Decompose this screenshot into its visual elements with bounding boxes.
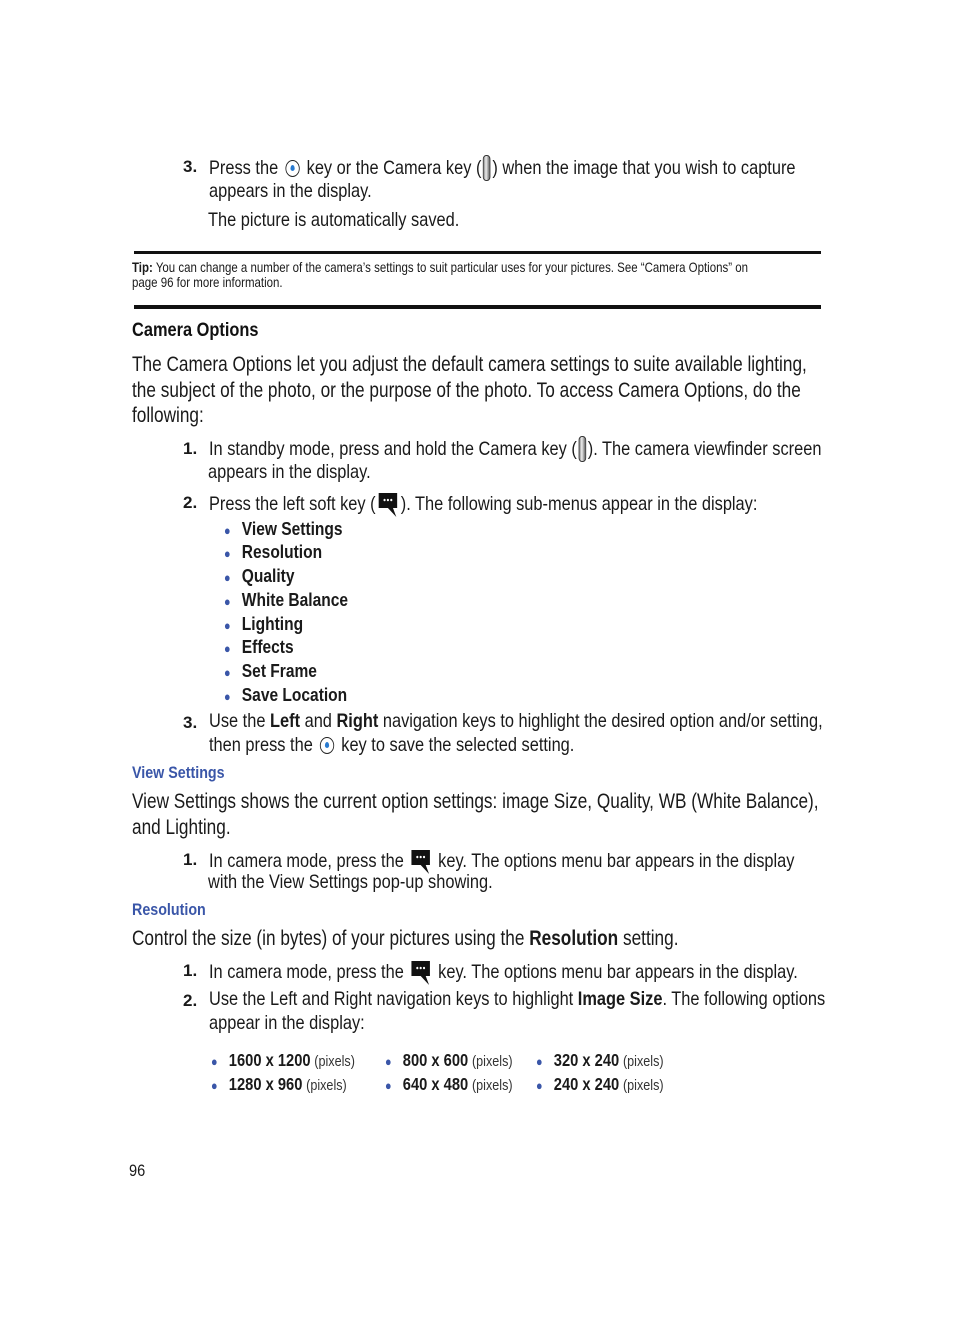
tip-rule-top (134, 251, 821, 254)
bullet-icon: ● (224, 570, 231, 585)
bullet-icon: ● (224, 523, 231, 538)
step-text-pre: In standby mode, press and hold the Camera key ( (209, 438, 577, 460)
menu-soft-key-icon (411, 958, 431, 986)
step-text-post: key. The options menu bar appears in the display (438, 850, 795, 872)
submenu-item: ● Resolution (224, 541, 323, 562)
bullet-icon: ● (224, 689, 231, 704)
step-text-bold: Right (336, 710, 379, 732)
step-text-pre: Use the (209, 710, 271, 732)
paragraph-line: following: (132, 404, 204, 427)
step-text-line2 (209, 734, 574, 757)
paragraph-line: View Settings shows the current option settings: image Size, Quality, WB (White Balance), (132, 790, 819, 813)
step-number: 1. (183, 850, 198, 869)
size-option: ● 1600 x 1200 (pixels) (211, 1050, 355, 1070)
paragraph-line: The Camera Options let you adjust the default camera settings to suite available lighting, (132, 353, 807, 376)
bullet-icon: ● (536, 1054, 543, 1069)
size-option: ● 640 x 480 (pixels) (385, 1074, 513, 1094)
section-heading-camera-options: Camera Options (132, 319, 259, 341)
step-number: 3. (183, 713, 198, 732)
step-text-post: navigation keys to highlight the desired option and/or setting, (378, 710, 823, 732)
step-text-post: key. The options menu bar appears in the display. (438, 961, 798, 983)
subheading-view-settings: View Settings (132, 763, 225, 782)
submenu-item: ● Lighting (224, 613, 304, 634)
camera-key-icon (483, 155, 491, 181)
step-text-line2: appear in the display: (209, 1012, 365, 1034)
step-text-bold: Left (270, 710, 301, 732)
paragraph-line: and Lighting. (132, 816, 231, 839)
tip-label: Tip: (132, 259, 153, 275)
size-option: ● 240 x 240 (pixels) (536, 1074, 664, 1094)
step-text-pre: In camera mode, press the (209, 850, 404, 872)
step-number: 3. (183, 157, 198, 176)
subheading-resolution: Resolution (132, 900, 206, 919)
step-text-pre: Press the left soft key ( (209, 493, 376, 515)
step-text-post: ) when the image that you wish to capture (492, 157, 796, 179)
step-text-post: . The following options (662, 988, 826, 1010)
step-text-post: key to save the selected setting. (341, 734, 575, 756)
step-number: 2. (183, 493, 198, 512)
step-text-mid: key or the Camera key ( (306, 157, 482, 179)
submenu-item: ● Set Frame (224, 660, 317, 681)
bullet-icon: ● (385, 1054, 392, 1069)
paragraph-line (132, 927, 678, 951)
bullet-icon: ● (224, 546, 231, 561)
step-text-mid: and (300, 710, 337, 732)
tip-line1 (132, 259, 748, 275)
paragraph-line: the subject of the photo, or the purpose of the photo. To access Camera Options, do the (132, 379, 801, 402)
tip-line2: page 96 for more information. (132, 274, 283, 290)
step-text-line2: with the View Settings pop-up showing. (208, 871, 493, 893)
bullet-icon: ● (385, 1078, 392, 1093)
left-soft-key-icon (378, 490, 398, 518)
size-option: ● 800 x 600 (pixels) (385, 1050, 513, 1070)
step-text (209, 436, 821, 462)
step-text-line2: appears in the display. (209, 180, 372, 202)
step-text-post: ). The camera viewfinder screen (587, 438, 822, 460)
paragraph-text: Control the size (in bytes) of your pictures using the (132, 927, 530, 950)
step-number: 2. (183, 991, 198, 1010)
bullet-icon: ● (224, 665, 231, 680)
step-number: 1. (183, 439, 198, 458)
submenu-item: ● Effects (224, 636, 294, 657)
step-text-pre: Use the Left and Right navigation keys to highlight (209, 988, 578, 1010)
tip-text: You can change a number of the camera’s settings to suit particular uses for your pictures. See “Camera Options” on (155, 259, 748, 275)
tip-rule-bottom (134, 305, 821, 309)
step-note: The picture is automatically saved. (208, 209, 460, 231)
bullet-icon: ● (224, 618, 231, 633)
step-text (209, 490, 757, 518)
bullet-icon: ● (211, 1078, 218, 1093)
step-text (209, 958, 798, 986)
step-text-pre: In camera mode, press the (209, 961, 404, 983)
page-number: 96 (129, 1161, 146, 1180)
submenu-item: ● Save Location (224, 684, 348, 705)
step-number: 1. (183, 961, 198, 980)
paragraph-bold: Resolution (529, 927, 619, 950)
step-text-post: ). The following sub-menus appear in the display: (400, 493, 758, 515)
size-option: ● 1280 x 960 (pixels) (211, 1074, 347, 1094)
submenu-item: ● View Settings (224, 518, 343, 539)
ok-key-icon (285, 160, 299, 177)
submenu-item: ● Quality (224, 565, 295, 586)
step-text-pre: then press the (209, 734, 313, 756)
bullet-icon: ● (211, 1054, 218, 1069)
bullet-icon: ● (224, 594, 231, 609)
step-text (209, 710, 823, 733)
step-text-line2: appears in the display. (208, 461, 371, 483)
step-text-bold: Image Size (577, 988, 663, 1010)
step-text (209, 155, 796, 181)
paragraph-text: setting. (618, 927, 679, 950)
step-text-pre: Press the (209, 157, 279, 179)
step-text (209, 988, 825, 1011)
bullet-icon: ● (536, 1078, 543, 1093)
camera-key-icon (579, 436, 587, 462)
ok-key-icon (320, 737, 334, 754)
size-option: ● 320 x 240 (pixels) (536, 1050, 664, 1070)
bullet-icon: ● (224, 641, 231, 656)
submenu-item: ● White Balance (224, 589, 349, 610)
